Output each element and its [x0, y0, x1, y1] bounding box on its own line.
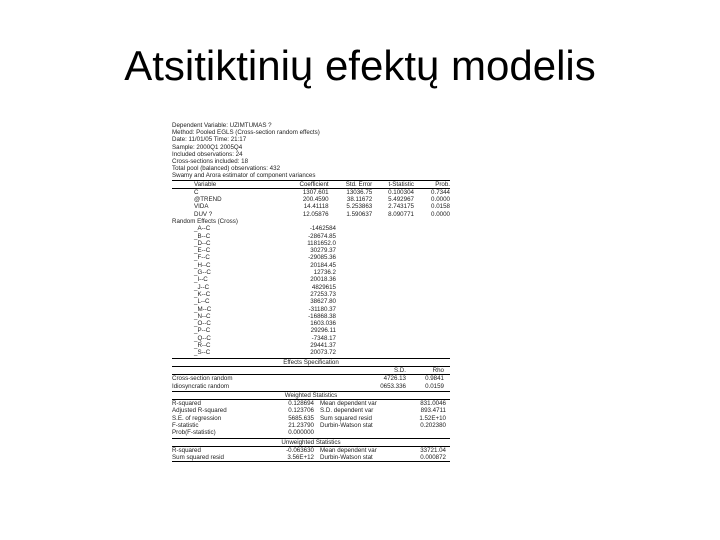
col-header: Prob. — [435, 180, 450, 188]
list-item — [172, 276, 450, 283]
header-line: Total pool (balanced) observations: 432 — [172, 165, 281, 173]
section-label: Random Effects (Cross) — [172, 217, 238, 225]
col-header: Variable — [194, 180, 217, 188]
coef-value: 200.4590 — [302, 196, 329, 204]
list-item — [172, 269, 450, 276]
se-value: 1.590637 — [346, 210, 373, 218]
header-line: Included observations: 24 — [172, 150, 243, 158]
effect-name: _L--C — [194, 298, 210, 306]
table-row — [172, 375, 450, 382]
weighted-stats-title: Weighted Statistics — [284, 391, 338, 399]
stat-value: 0.128694 — [288, 400, 314, 408]
stat-label: Durbin-Watson stat — [320, 454, 373, 462]
header-line: Sample: 2000Q1 2005Q4 — [172, 143, 243, 151]
variable-name: VIDA — [194, 203, 209, 211]
list-item — [172, 262, 450, 269]
effect-value: 38627.80 — [310, 298, 336, 306]
stat-value: 1.52E+10 — [419, 414, 446, 422]
se-value: 38.11672 — [346, 196, 373, 204]
se-value: 13036.75 — [346, 188, 373, 196]
stat-label: Mean dependent var — [320, 446, 377, 454]
list-item — [172, 320, 450, 327]
list-item — [172, 233, 450, 240]
effect-name: _R--C — [194, 342, 211, 350]
stat-label: Sum squared resid — [320, 414, 372, 422]
list-item — [172, 306, 450, 313]
regression-output — [172, 122, 450, 518]
effect-value: 30279.37 — [310, 247, 336, 255]
spec-rho: 0.0159 — [425, 382, 444, 390]
t-value: 2.743175 — [388, 203, 414, 211]
stat-label: Prob(F-statistic) — [172, 429, 216, 437]
spacer — [172, 367, 362, 374]
col-header: Std. Error — [345, 180, 373, 188]
stat-value: 893.4711 — [420, 407, 446, 415]
stat-value: 831.0046 — [420, 400, 446, 408]
list-item — [172, 254, 450, 261]
spec-rho: 0.9841 — [425, 375, 444, 383]
col-header: Rho — [432, 366, 444, 374]
variable-name: C — [194, 188, 199, 196]
variable-name: DUV ? — [194, 210, 213, 218]
effect-value: -16868.38 — [308, 312, 336, 320]
table-row — [172, 429, 450, 436]
p-value: 0.0000 — [431, 196, 450, 204]
effect-value: 1603.036 — [310, 320, 336, 328]
table-row — [172, 196, 450, 203]
stat-value: 5685.635 — [288, 414, 314, 422]
effect-name: _H--C — [194, 261, 211, 269]
table-row — [172, 203, 450, 210]
effect-value: 27253.73 — [310, 290, 336, 298]
stat-value: 0.000872 — [420, 454, 446, 462]
stat-label: Mean dependent var — [320, 400, 377, 408]
effect-name: _K--C — [194, 290, 211, 298]
stat-value: 0.123706 — [288, 407, 314, 415]
table-row — [172, 454, 450, 461]
effects-spec-title: Effects Specification — [283, 358, 339, 366]
random-effects-list — [172, 225, 450, 356]
t-value: 5.492967 — [388, 196, 414, 204]
spec-sd: 4726.13 — [383, 375, 406, 383]
effect-name: _O--C — [194, 320, 211, 328]
p-value: 0.7344 — [431, 188, 450, 196]
unweighted-stats-title: Unweighted Statistics — [281, 438, 341, 446]
header-line: Dependent Variable: UZIMTUMAS ? — [172, 122, 272, 129]
spec-name: Idiosyncratic random — [172, 382, 230, 390]
list-item — [172, 298, 450, 305]
stat-label: Durbin-Watson stat — [320, 422, 373, 429]
effect-value: 20073.72 — [310, 349, 336, 357]
effect-name: _I--C — [194, 276, 208, 284]
coef-value: 14.41118 — [303, 203, 329, 211]
effect-value: -28674.85 — [308, 232, 336, 240]
weighted-stats-table — [172, 400, 450, 436]
effect-name: _M--C — [194, 305, 212, 313]
effect-name: _F--C — [194, 254, 210, 262]
list-item — [172, 313, 450, 320]
list-item — [172, 240, 450, 247]
t-value: 8.090771 — [388, 210, 414, 218]
table-row — [172, 447, 450, 454]
col-header: t-Statistic — [388, 180, 414, 188]
report-header — [172, 122, 450, 180]
effect-value: 12736.2 — [313, 269, 336, 277]
effect-name: _S--C — [194, 349, 211, 357]
table-row — [172, 407, 450, 414]
effect-value: 1181652.0 — [307, 239, 336, 247]
p-value: 0.0000 — [431, 210, 450, 218]
list-item — [172, 335, 450, 342]
effect-value: -29085.36 — [308, 254, 336, 262]
table-row — [172, 422, 450, 429]
table-row — [172, 400, 450, 407]
stat-value — [412, 429, 446, 436]
unweighted-stats-table — [172, 447, 450, 462]
table-row — [172, 189, 450, 196]
stat-label: Sum squared resid — [172, 454, 224, 462]
stat-value: 0.202380 — [420, 422, 446, 429]
stat-label: F-statistic — [172, 422, 199, 429]
stat-value: 3.56E+12 — [287, 454, 314, 462]
effect-name: _E--C — [194, 247, 211, 255]
spec-sd: 0653.336 — [380, 382, 406, 390]
effect-value: 20018.36 — [310, 276, 336, 284]
effect-value: 29296.11 — [310, 327, 336, 335]
effect-value: -1462584 — [309, 225, 336, 233]
effect-name: _A--C — [194, 225, 211, 233]
header-line: Method: Pooled EGLS (Cross-section random effects) — [172, 129, 320, 137]
effect-name: _N--C — [194, 312, 211, 320]
list-item — [172, 225, 450, 232]
effect-value: -31180.37 — [308, 305, 336, 313]
stat-label: S.D. dependent var — [320, 407, 374, 415]
list-item — [172, 247, 450, 254]
stat-label — [314, 429, 412, 436]
stat-value: 0.000000 — [288, 429, 314, 437]
coefficients-table — [172, 189, 450, 218]
slide-title: Atsitiktinių efektų modelis — [124, 42, 596, 89]
p-value: 0.0158 — [431, 203, 450, 211]
variable-name: @TREND — [194, 196, 222, 204]
header-line: Cross-sections included: 18 — [172, 157, 249, 165]
stat-value: -0.063630 — [286, 446, 314, 454]
effect-value: 29441.37 — [310, 342, 336, 350]
table-row — [172, 383, 450, 390]
coef-value: 12.05876 — [302, 210, 329, 218]
random-effects-label — [172, 218, 450, 225]
stat-value: 21.23790 — [288, 422, 314, 429]
divider — [172, 461, 450, 462]
list-item — [172, 284, 450, 291]
effect-name: _Q--C — [194, 334, 211, 342]
spec-name: Cross-section random — [172, 375, 233, 383]
effect-value: -7348.17 — [311, 334, 336, 342]
stat-value: 33721.04 — [420, 446, 446, 454]
col-header: Coefficient — [299, 180, 329, 188]
header-line: Swamy and Arora estimator of component variances — [172, 172, 316, 180]
effect-value: 4829615 — [311, 283, 336, 291]
list-item — [172, 327, 450, 334]
list-item — [172, 342, 450, 349]
stat-label: Adjusted R-squared — [172, 407, 227, 415]
table-row — [172, 211, 450, 218]
header-line: Date: 11/01/05 Time: 21:17 — [172, 136, 247, 144]
table-row — [172, 415, 450, 422]
effect-name: _J--C — [194, 283, 210, 291]
effect-name: _B--C — [194, 232, 211, 240]
list-item — [172, 291, 450, 298]
effects-spec-header — [172, 367, 450, 374]
t-value: 0.100304 — [388, 188, 414, 196]
list-item — [172, 349, 450, 356]
stat-label: R-squared — [172, 400, 201, 408]
stat-label: S.E. of regression — [172, 414, 222, 422]
effect-name: _P--C — [194, 327, 211, 335]
effect-name: _G--C — [194, 269, 211, 277]
stat-label: R-squared — [172, 446, 201, 454]
effect-value: 20184.45 — [310, 261, 336, 269]
coef-value: 1307.601 — [302, 188, 329, 196]
coef-header-row — [172, 181, 450, 188]
effect-name: _D--C — [194, 239, 211, 247]
col-header: S.D. — [393, 366, 406, 374]
se-value: 5.253863 — [346, 203, 373, 211]
